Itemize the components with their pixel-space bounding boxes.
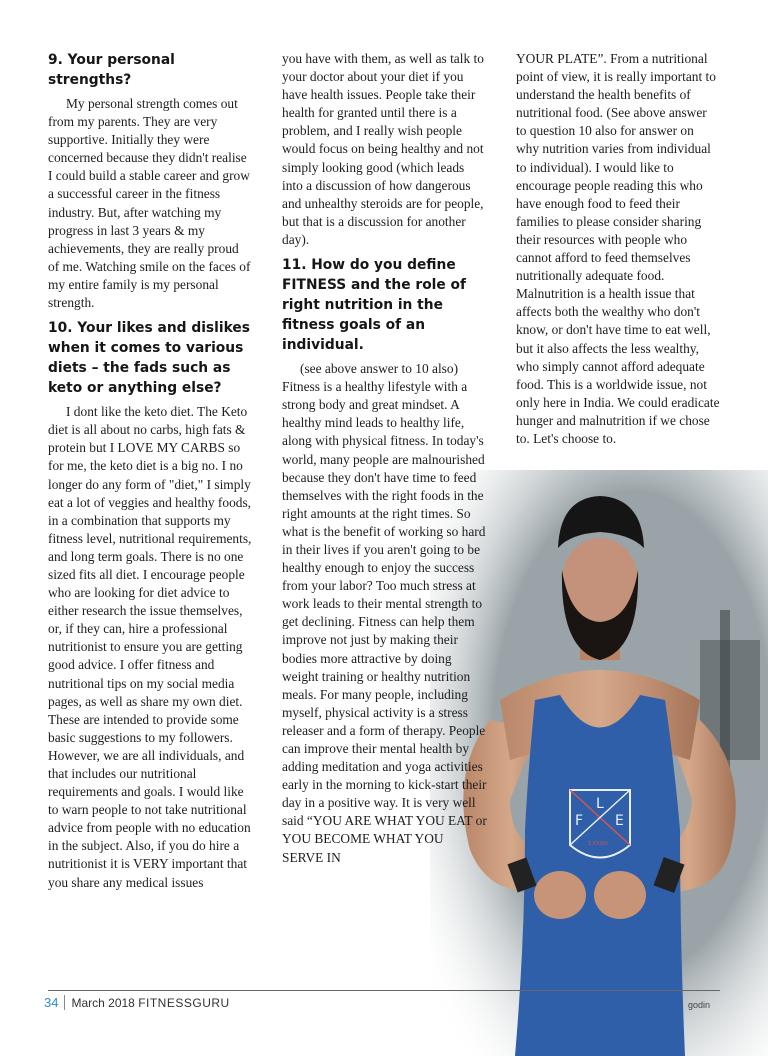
logo-letter-e: E xyxy=(615,813,624,829)
question-9-heading: 9. Your personal strengths? xyxy=(48,52,175,88)
answer-11-continued: YOUR PLATE”. From a nutritional point of view, it is really important to understand the health benefits of nutritional food. (See above answer to question 10 also for answer on why nutrition varies from individual to individual). I would like to encourage people reading this who have enough food to feed their families to please consider sharing their resources with people who cannot afford to feed themselves nutritionally adequate food. Malnutrition is a health issue that affects both the wealthy who don't know, or don't have time to eat well, but it also affects the less wealthy, who simply cannot afford adequate food. This is a worldwide issue, not only here in India. We could eradicate hunger and malnutrition if we chose to. Let's choose to. xyxy=(516,51,720,446)
question-10-heading: 10. Your likes and dislikes when it comes to various diets – the fads such as keto or anything else? xyxy=(48,320,250,397)
magazine-brand: FITNESSGURU xyxy=(138,995,230,1010)
page-number: 34 xyxy=(44,995,65,1010)
issue-date: March 2018 xyxy=(71,995,135,1010)
answer-9-text: My personal strength comes out from my parents. They are very supportive. Initially they were concerned because they didn't realise I could build a stable career and grow a successful career in the fitness industry. But, after watching my progress in last 3 years & my achievements, they are really proud of me. Watching smile on the faces of my entire family is my personal strength. xyxy=(48,96,251,311)
footer-rule xyxy=(48,990,720,991)
answer-11-text: (see above answer to 10 also) Fitness is a healthy lifestyle with a strong body and great mindset. A healthy mind leads to healthy life, along with physical fitness. In today's world, many people are malnourished because they don't have time to feed themselves with the right foods in the right amounts at the right times. So what is the benefit of working so hard in their lives if you aren't going to be healthy enough to enjoy the success from your labor? Too much stress at work leads to their mental strength to get declining. Fitness can help them improve not just by making their bodies more attractive by doing weight training or healthy nutrition meals. For many people, including myself, physical activity is a stress releaser and a form of therapy. People can improve their mental health by adding meditation and yoga activities early in the morning to kick-start their day in a positive way. It is very well said “YOU ARE WHAT YOU EAT or YOU BECOME WHAT YOU SERVE IN xyxy=(282,361,487,865)
answer-10-text: I dont like the keto diet. The Keto diet is all about no carbs, high fats & protein but I LOVE MY CARBS so for me, the keto diet is a big no. I no longer do any form of "diet," I simply eat a lot of veggies and healthy foods, in a combination that supports my fitness level, nutritional requirements, and long term goals. There is no one sized fits all diet. I encourage people who are looking for diet advice to either research the issue themselves, or, if they can, hire a professional nutritionist to ensure you are getting good advice. I offer fitness and nutritional tips on my social media pages, as well as share my own diet. These are intended to provide some basic suggestions to my followers. However, we are all individuals, and that includes our nutritional requirements and goals. I would like to warn people to not take nutritional advice from people with no education in the subject. Also, if you do hire a nutritionist it is VERY important that you share any medical issues xyxy=(48,404,252,890)
column-2 xyxy=(282,50,488,873)
footer xyxy=(44,995,230,1010)
column-1 xyxy=(48,50,252,898)
answer-10-continued: you have with them, as well as talk to your doctor about your diet if you have health issues. People take their health for granted until there is a problem, and I really wish people would focus on being healthy and not simply looking good (which leads into a discussion of how dangerous and unhealthy steroids are for people, but that is a discussion for another day). xyxy=(282,51,484,247)
photo-credit: godin xyxy=(688,1000,711,1010)
logo-small-text: 1.XXXIV xyxy=(588,841,608,847)
right-fist xyxy=(594,871,646,919)
left-fist xyxy=(534,871,586,919)
logo-letter-l: L xyxy=(596,796,604,812)
question-11-heading: 11. How do you define FITNESS and the role of right nutrition in the fitness goals of an individual. xyxy=(282,257,467,354)
column-3 xyxy=(516,50,720,454)
logo-letter-f: F xyxy=(575,813,584,829)
